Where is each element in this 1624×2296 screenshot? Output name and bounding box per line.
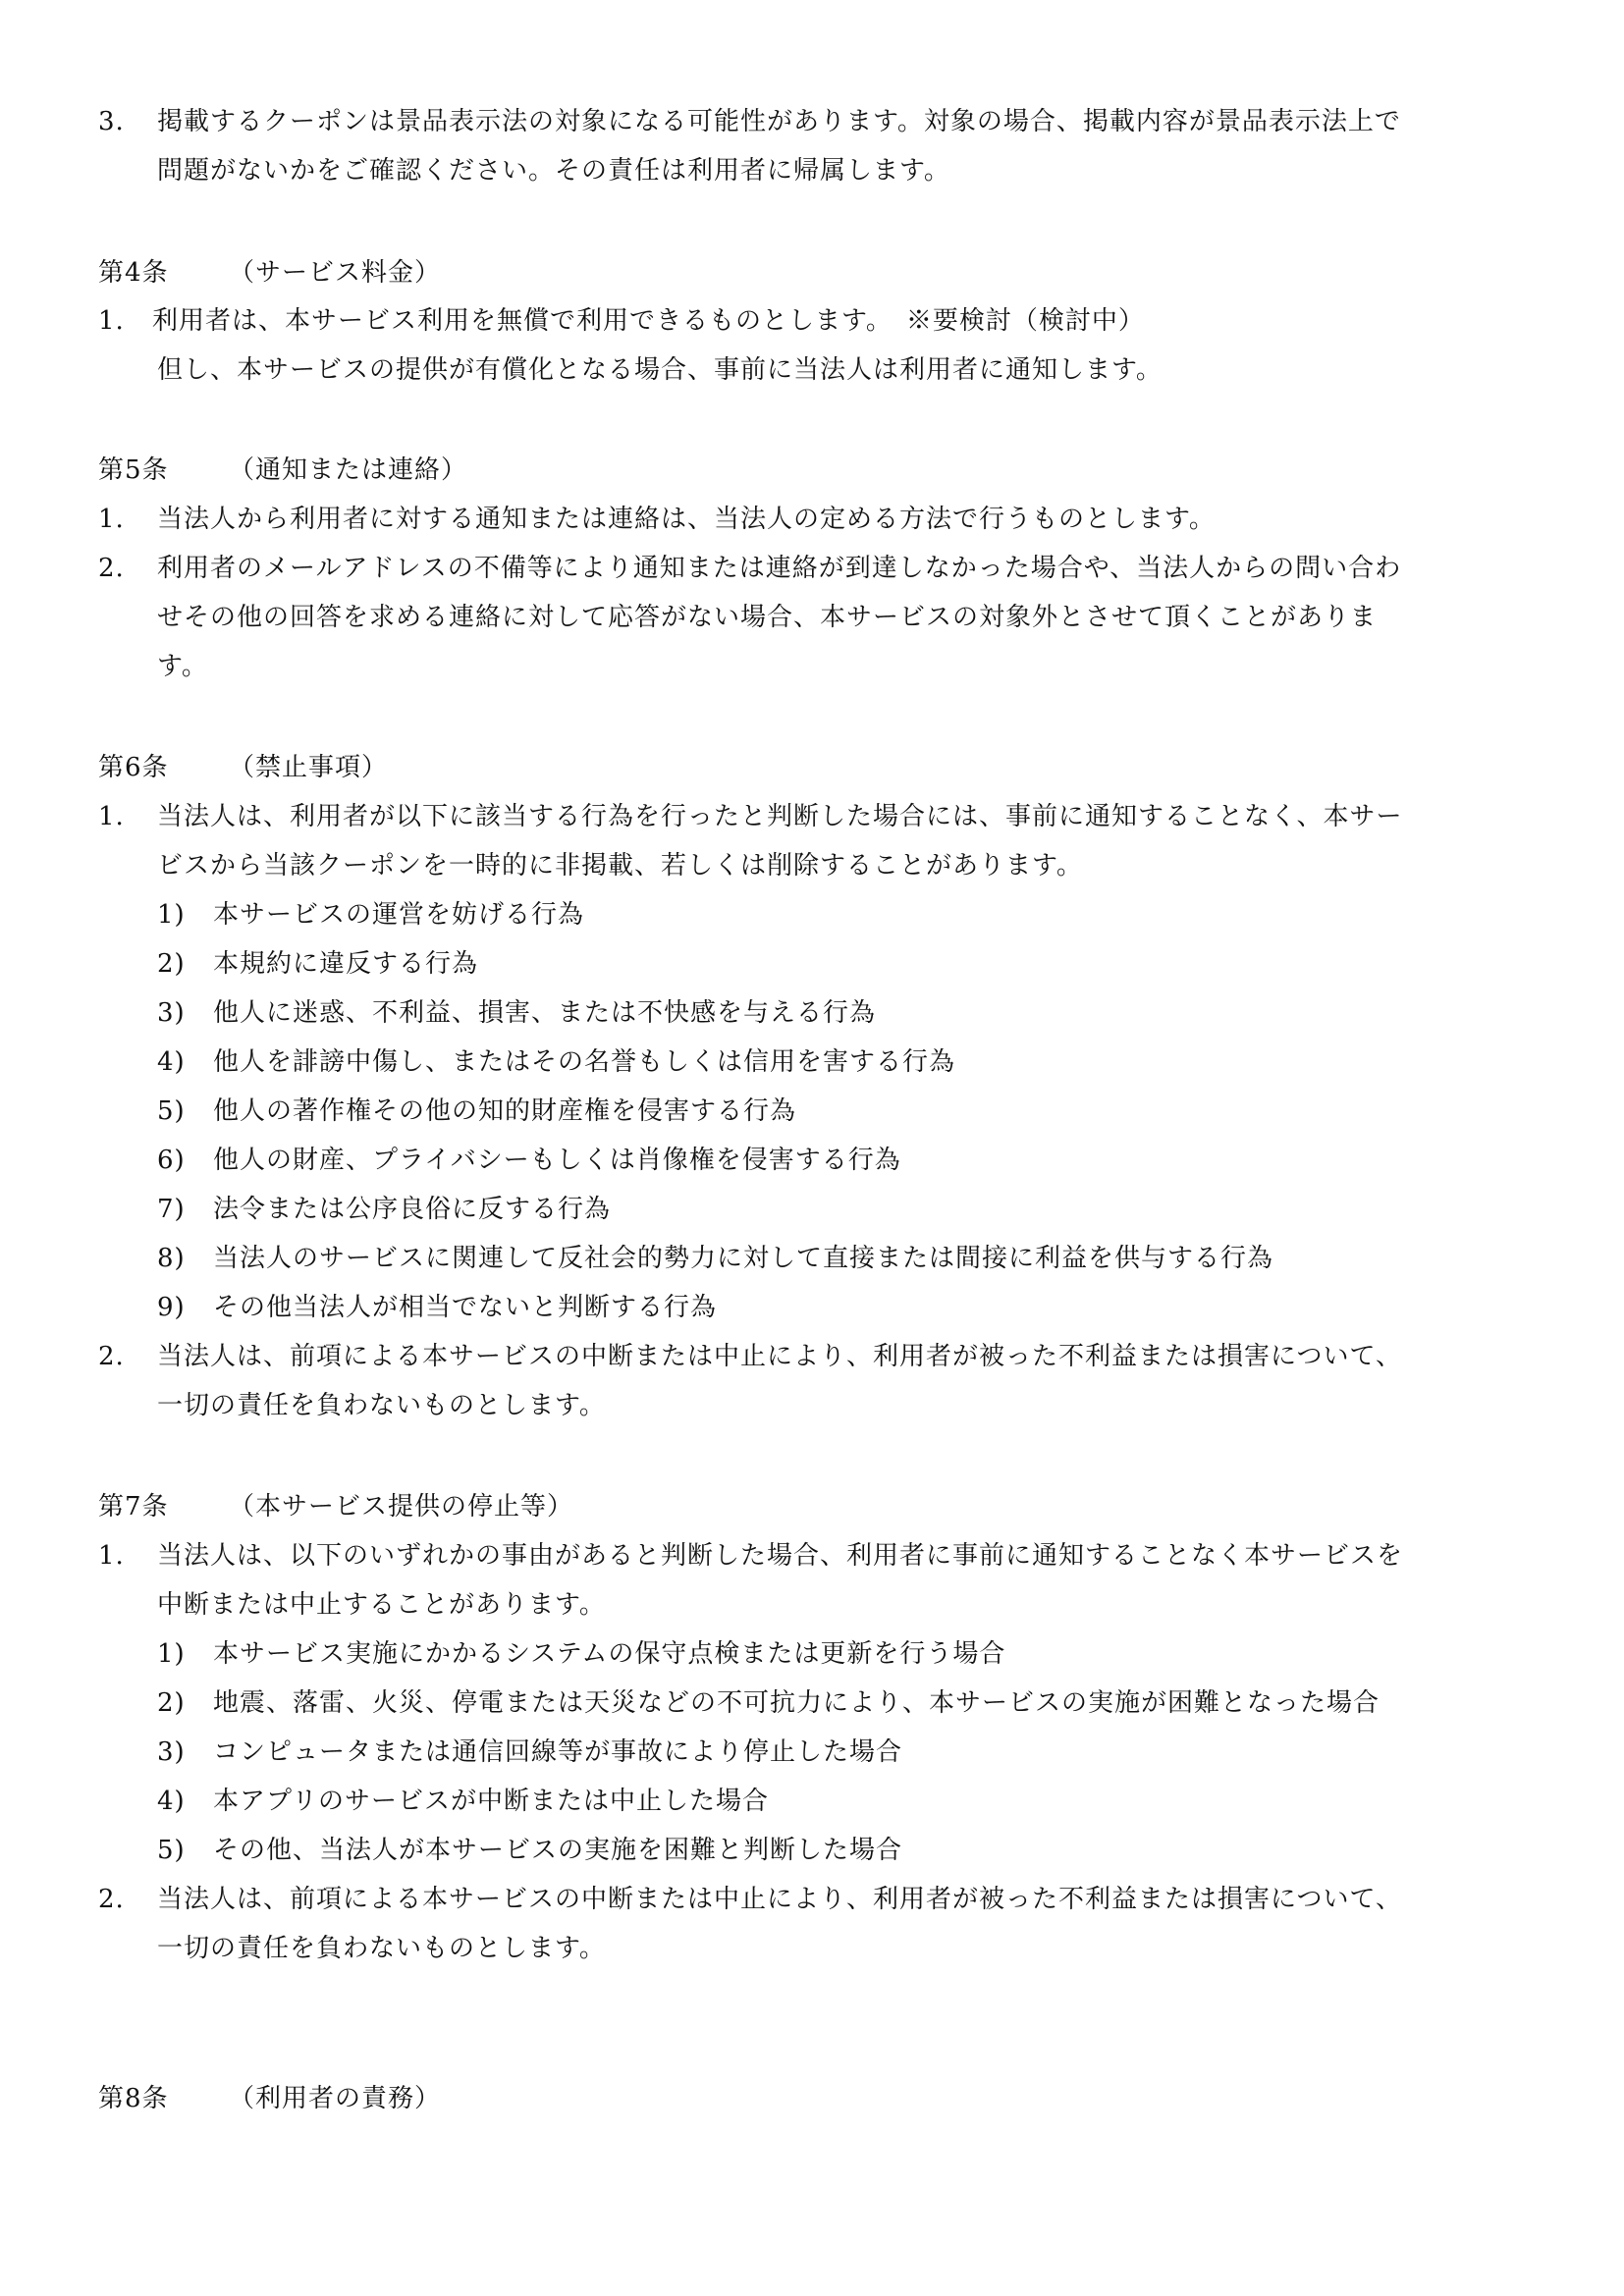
item-text: 中断または中止することがあります。 [157,1590,606,1620]
article-title: （通知または連絡） [229,455,468,485]
item-text: 当法人から利用者に対する通知または連絡は、当法人の定める方法で行うものとします。 [157,505,1216,534]
subitem-text: その他当法人が相当でないと判断する行為 [213,1293,718,1322]
subitem-number: 9) [157,1293,186,1322]
article-title: （禁止事項） [229,753,389,782]
subitem-text: 他人の著作権その他の知的財産権を侵害する行為 [213,1096,797,1126]
item-text: せその他の回答を求める連絡に対して応答がない場合、本サービスの対象外とさせて頂くことがありま [157,603,1378,632]
item-number: 1. [98,306,125,336]
item-number: 2. [98,1342,125,1371]
item-text: ビスから当該クーポンを一時的に非掲載、若しくは削除することがあります。 [157,851,1083,881]
subitem-text: 本アプリのサービスが中断または中止した場合 [213,1787,769,1816]
subitem-text: コンピュータまたは通信回線等が事故により停止した場合 [213,1737,903,1767]
article-title: （本サービス提供の停止等） [229,1492,574,1522]
article-number: 第6条 [98,753,169,782]
article-number: 第8条 [98,2084,169,2113]
subitem-number: 1) [157,900,186,930]
subitem-text: その他、当法人が本サービスの実施を困難と判断した場合 [213,1836,903,1865]
subitem-number: 3) [157,998,186,1028]
subitem-text: 他人に迷惑、不利益、損害、または不快感を与える行為 [213,998,877,1028]
item-text: す。 [157,652,208,681]
subitem-number: 6) [157,1146,186,1175]
subitem-text: 本規約に違反する行為 [213,949,479,979]
subitem-number: 3) [157,1737,186,1767]
item-text: 一切の責任を負わないものとします。 [157,1391,606,1420]
article-title: （サービス料金） [229,258,442,288]
intro-item-text: 問題がないかをご確認ください。その責任は利用者に帰属します。 [157,156,950,186]
item-text: 利用者は、本サービス利用を無償で利用できるものとします。 ※要検討（検討中） [152,306,1145,336]
subitem-text: 当法人のサービスに関連して反社会的勢力に対して直接または間接に利益を供与する行為 [213,1244,1274,1273]
item-text: 当法人は、利用者が以下に該当する行為を行ったと判断した場合には、事前に通知することなく、本サー [157,802,1403,831]
item-text: 一切の責任を負わないものとします。 [157,1934,606,1963]
item-number: 1. [98,1541,125,1571]
subitem-number: 5) [157,1836,186,1865]
item-text: 当法人は、前項による本サービスの中断または中止により、利用者が被った不利益または損害について、 [157,1342,1402,1371]
item-number: 2. [98,1885,125,1914]
subitem-text: 法令または公序良俗に反する行為 [213,1195,612,1224]
item-text: 利用者のメールアドレスの不備等により通知または連絡が到達しなかった場合や、当法人からの問い合わ [157,554,1402,583]
item-number: 1. [98,802,125,831]
subitem-text: 地震、落雷、火災、停電または天災などの不可抗力により、本サービスの実施が困難となった場合 [213,1688,1380,1718]
subitem-number: 4) [157,1047,186,1077]
article-number: 第7条 [98,1492,169,1522]
subitem-text: 他人を誹謗中傷し、またはその名誉もしくは信用を害する行為 [213,1047,956,1077]
item-text: 当法人は、前項による本サービスの中断または中止により、利用者が被った不利益または損害について、 [157,1885,1402,1914]
subitem-number: 1) [157,1639,186,1669]
subitem-text: 他人の財産、プライバシーもしくは肖像権を侵害する行為 [213,1146,901,1175]
subitem-number: 4) [157,1787,186,1816]
subitem-number: 2) [157,949,186,979]
item-text: 当法人は、以下のいずれかの事由があると判断した場合、利用者に事前に通知することなく本サービスを [157,1541,1404,1571]
subitem-text: 本サービスの運営を妨げる行為 [213,900,585,930]
item-number: 1. [98,505,125,534]
article-number: 第4条 [98,258,169,288]
intro-item-text: 掲載するクーポンは景品表示法の対象になる可能性があります。対象の場合、掲載内容が景品表示法上で [157,107,1401,136]
intro-item-number: 3. [98,107,125,136]
item-text: 但し、本サービスの提供が有償化となる場合、事前に当法人は利用者に通知します。 [157,355,1163,385]
article-title: （利用者の責務） [229,2084,442,2113]
subitem-text: 本サービス実施にかかるシステムの保守点検または更新を行う場合 [213,1639,1006,1669]
item-number: 2. [98,554,125,583]
subitem-number: 2) [157,1688,186,1718]
article-number: 第5条 [98,455,169,485]
subitem-number: 8) [157,1244,186,1273]
subitem-number: 5) [157,1096,186,1126]
subitem-number: 7) [157,1195,186,1224]
